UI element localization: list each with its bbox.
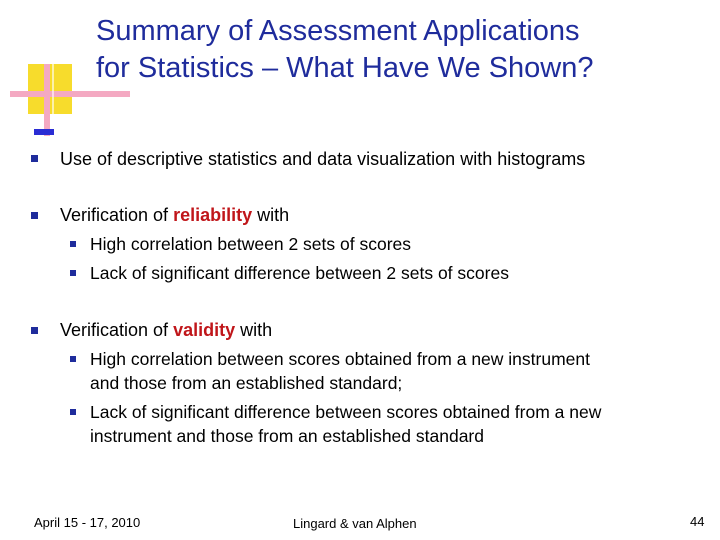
sub-bullet-marker	[70, 409, 76, 415]
logo-pink-horizontal-bar	[10, 91, 130, 97]
slide-title	[96, 13, 696, 87]
bullet-3-suffix: with	[235, 320, 273, 340]
bullet-marker	[31, 327, 38, 334]
logo-yellow-block	[28, 64, 72, 114]
bullet-3-sub-1-line-2: and those from an established standard;	[90, 373, 403, 393]
bullet-3-sub-1-line-1: High correlation between scores obtained from a new instrument	[90, 349, 590, 369]
title-line-2: for Statistics – What Have We Shown?	[96, 52, 594, 84]
bullet-3-sub-2-line-1: Lack of significant difference between scores obtained from a new	[90, 402, 602, 422]
sub-bullet-marker	[70, 356, 76, 362]
footer-date: April 15 - 17, 2010	[34, 515, 141, 530]
logo-pink-vertical-bar	[44, 64, 50, 136]
bullet-2-sub-2: Lack of significant difference between 2 sets of scores	[90, 263, 509, 283]
bullet-3-prefix: Verification of	[60, 320, 174, 340]
reliability-highlight: reliability	[173, 205, 253, 225]
bullet-2-suffix: with	[252, 205, 290, 225]
sub-bullet-marker	[70, 270, 76, 276]
bullet-3-sub-2-line-2: instrument and those from an established standard	[90, 426, 484, 446]
page-number: 44	[690, 514, 705, 529]
bullet-3-text	[60, 318, 272, 342]
validity-highlight: validity	[173, 320, 236, 340]
bullet-2-sub-1: High correlation between 2 sets of scores	[90, 234, 411, 254]
footer-authors: Lingard & van Alphen	[293, 516, 417, 531]
logo-highlight-line	[52, 64, 54, 114]
bullet-marker	[31, 212, 38, 219]
sub-bullet-marker	[70, 241, 76, 247]
logo-blue-bar	[34, 129, 54, 135]
bullet-2-text	[60, 203, 289, 227]
bullet-1-text: Use of descriptive statistics and data visualization with histograms	[60, 149, 586, 169]
bullet-marker	[31, 155, 38, 162]
title-line-1: Summary of Assessment Applications	[96, 15, 580, 47]
bullet-2-prefix: Verification of	[60, 205, 174, 225]
